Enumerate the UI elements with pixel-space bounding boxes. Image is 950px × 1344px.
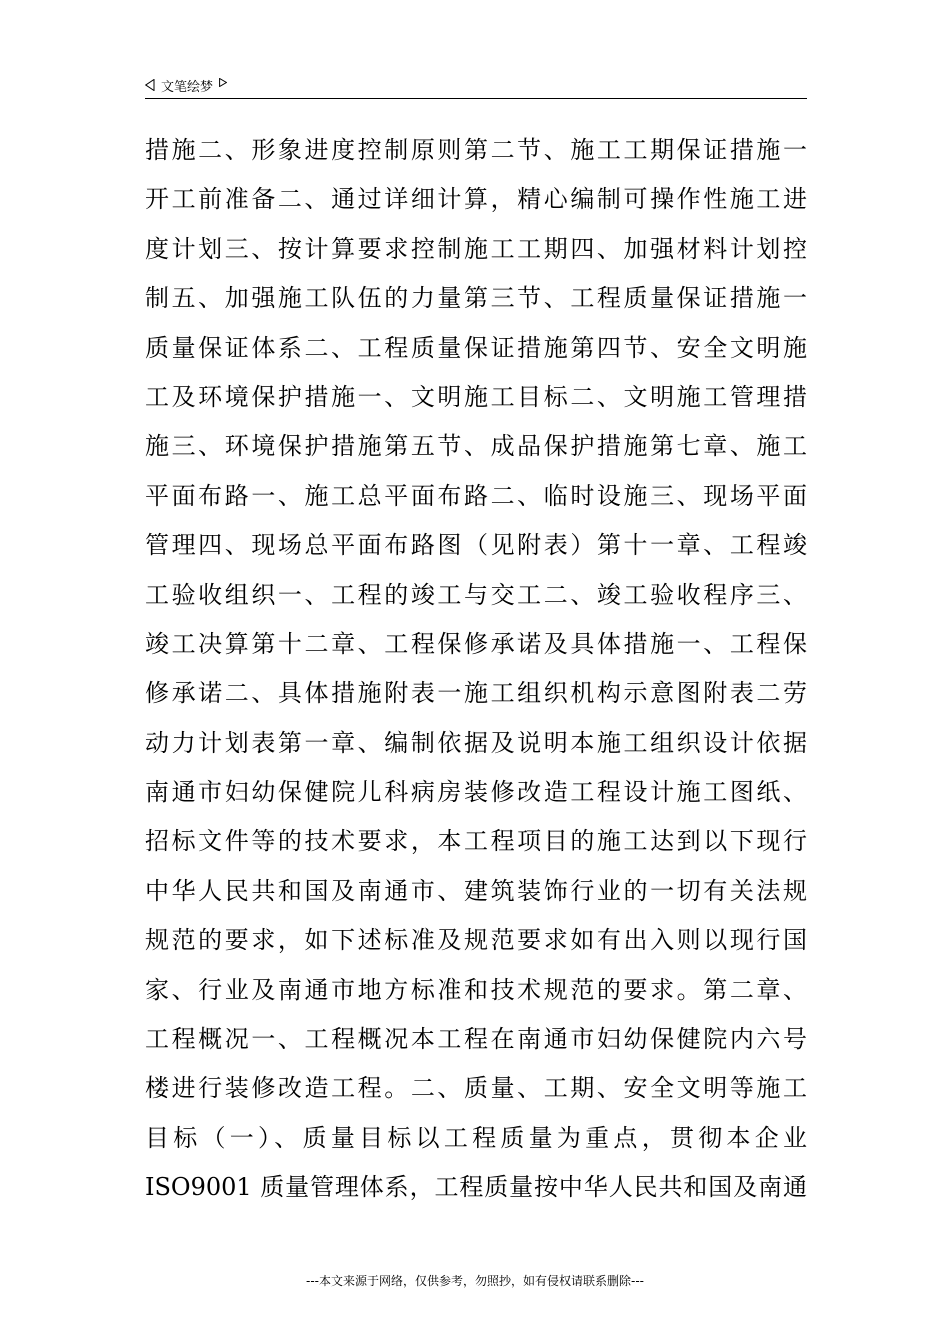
text-line: 平面布路一、施工总平面布路二、临时设施三、现场平面: [145, 481, 807, 510]
text-line: 动力计划表第一章、编制依据及说明本施工组织设计依据: [145, 728, 807, 757]
document-body: [145, 126, 807, 1213]
text-line: 措施二、形象进度控制原则第二节、施工工期保证措施一: [145, 136, 807, 164]
header-title: 文笔绘梦: [161, 79, 214, 95]
text-line: 工及环境保护措施一、文明施工目标二、文明施工管理措: [145, 382, 807, 411]
text-line: 楼进行装修改造工程。二、质量、工期、安全文明等施工: [145, 1074, 807, 1103]
text-line: 度计划三、按计算要求控制施工工期四、加强材料计划控: [145, 234, 807, 263]
text-line: 家、行业及南通市地方标准和技术规范的要求。第二章、: [145, 975, 807, 1004]
text-line: 工验收组织一、工程的竣工与交工二、竣工验收程序三、: [145, 580, 807, 609]
text-line: 招标文件等的技术要求，本工程项目的施工达到以下现行: [145, 827, 807, 856]
text-line: 制五、加强施工队伍的力量第三节、工程质量保证措施一: [145, 284, 807, 313]
text-line: 修承诺二、具体措施附表一施工组织机构示意图附表二劳: [145, 679, 807, 708]
text-line: 施三、环境保护措施第五节、成品保护措施第七章、施工: [145, 432, 807, 461]
text-line: 工程概况一、工程概况本工程在南通市妇幼保健院内六号: [145, 1025, 807, 1054]
text-line: 管理四、现场总平面布路图（见附表）第十一章、工程竣: [145, 531, 807, 560]
triangle-left-icon: [145, 79, 155, 91]
text-line: 质量保证体系二、工程质量保证措施第四节、安全文明施: [145, 333, 807, 362]
page-header: [145, 74, 807, 99]
header-brand: [145, 74, 227, 96]
text-line: 南通市妇幼保健院儿科病房装修改造工程设计施工图纸、: [145, 778, 807, 807]
text-line: 规范的要求，如下述标准及规范要求如有出入则以现行国: [145, 926, 807, 955]
text-line: 中华人民共和国及南通市、建筑装饰行业的一切有关法规: [145, 876, 807, 905]
text-line: 目标（一）、质量目标以工程质量为重点，贯彻本企业: [145, 1123, 807, 1152]
triangle-right-icon: [219, 78, 227, 87]
text-line: 开工前准备二、通过详细计算，精心编制可操作性施工进: [145, 185, 807, 214]
text-line: 竣工决算第十二章、工程保修承诺及具体措施一、工程保: [145, 629, 807, 658]
text-line: ISO9001 质量管理体系，工程质量按中华人民共和国及南通: [145, 1173, 807, 1202]
page-footer-disclaimer: ---本文来源于网络，仅供参考，勿照抄，如有侵权请联系删除---: [306, 1274, 644, 1288]
